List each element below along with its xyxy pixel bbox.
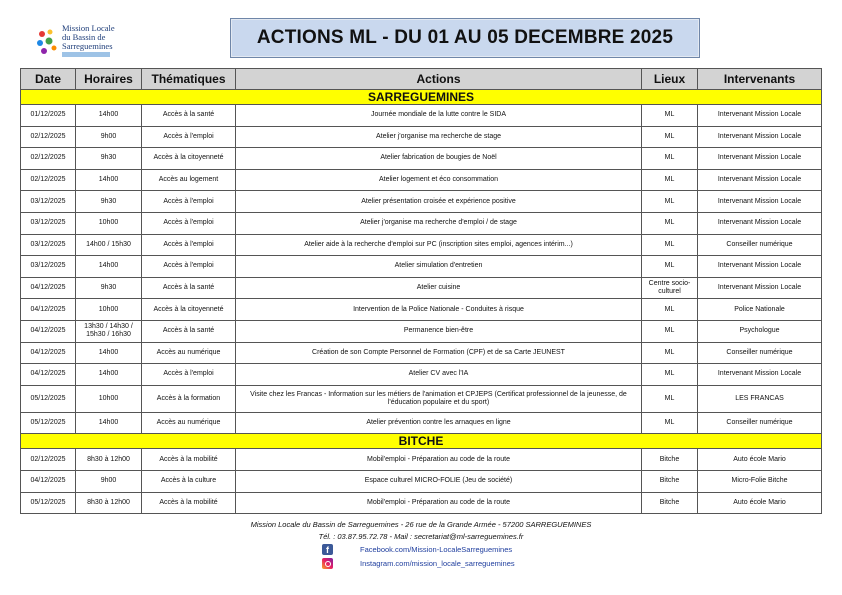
cell-lieu: ML	[642, 105, 698, 127]
cell-date: 05/12/2025	[21, 492, 76, 514]
cell-lieu: ML	[642, 320, 698, 342]
cell-date: 02/12/2025	[21, 126, 76, 148]
cell-horaires: 9h00	[76, 126, 142, 148]
table-row	[21, 256, 822, 278]
logo-tag-bar	[62, 52, 110, 57]
table-row	[21, 492, 822, 514]
cell-date: 04/12/2025	[21, 342, 76, 364]
cell-intervenant: Intervenant Mission Locale	[698, 277, 822, 299]
header-row	[21, 69, 822, 90]
cell-horaires: 9h00	[76, 470, 142, 492]
table-row	[21, 277, 822, 299]
cell-action: Mobil'emploi - Préparation au code de la route	[236, 492, 642, 514]
logo-dots-icon	[36, 28, 60, 58]
cell-intervenant: Intervenant Mission Locale	[698, 148, 822, 170]
cell-horaires: 9h30	[76, 277, 142, 299]
logo-text	[62, 24, 132, 57]
cell-thematique: Accès à la santé	[142, 320, 236, 342]
table-row	[21, 320, 822, 342]
table-row	[21, 470, 822, 492]
cell-action: Visite chez les Francas - Information sur les métiers de l'animation et CPJEPS (Certificat professionnel de la jeunesse, de l'éducation populaire et du sport)	[236, 385, 642, 412]
cell-intervenant: Conseiller numérique	[698, 342, 822, 364]
cell-intervenant: Intervenant Mission Locale	[698, 212, 822, 234]
cell-thematique: Accès à l'emploi	[142, 256, 236, 278]
cell-lieu: ML	[642, 412, 698, 434]
cell-action: Espace culturel MICRO-FOLIE (Jeu de société)	[236, 470, 642, 492]
section-row-sarreguemines	[21, 90, 822, 105]
header-intervenants: Intervenants	[698, 69, 822, 90]
cell-thematique: Accès à la formation	[142, 385, 236, 412]
table-row	[21, 385, 822, 412]
header-actions: Actions	[236, 69, 642, 90]
section-title-bitche: BITCHE	[21, 434, 822, 449]
table-row	[21, 364, 822, 386]
cell-action: Atelier j'organise ma recherche d'emploi / de stage	[236, 212, 642, 234]
cell-date: 03/12/2025	[21, 212, 76, 234]
cell-intervenant: Intervenant Mission Locale	[698, 191, 822, 213]
cell-date: 02/12/2025	[21, 148, 76, 170]
cell-lieu: ML	[642, 299, 698, 321]
cell-lieu: ML	[642, 212, 698, 234]
instagram-icon	[322, 558, 333, 569]
cell-lieu: ML	[642, 126, 698, 148]
cell-lieu: ML	[642, 342, 698, 364]
table-row	[21, 148, 822, 170]
cell-date: 03/12/2025	[21, 191, 76, 213]
table-row	[21, 449, 822, 471]
table-row	[21, 169, 822, 191]
cell-thematique: Accès au logement	[142, 169, 236, 191]
cell-thematique: Accès au numérique	[142, 412, 236, 434]
cell-thematique: Accès à l'emploi	[142, 191, 236, 213]
cell-intervenant: Conseiller numérique	[698, 412, 822, 434]
cell-date: 04/12/2025	[21, 470, 76, 492]
table-row	[21, 212, 822, 234]
cell-thematique: Accès à la santé	[142, 277, 236, 299]
header-lieux: Lieux	[642, 69, 698, 90]
cell-horaires: 8h30 à 12h00	[76, 449, 142, 471]
facebook-icon: f	[322, 544, 333, 555]
instagram-link[interactable]: Instagram.com/mission_locale_sarreguemines	[360, 559, 515, 568]
cell-action: Intervention de la Police Nationale - Conduites à risque	[236, 299, 642, 321]
cell-action: Journée mondiale de la lutte contre le SIDA	[236, 105, 642, 127]
title-box	[230, 18, 700, 58]
cell-thematique: Accès à l'emploi	[142, 234, 236, 256]
table-row	[21, 126, 822, 148]
footer-address: Mission Locale du Bassin de Sarreguemines - 26 rue de la Grande Armée - 57200 SARREGUEMINES	[250, 520, 592, 529]
cell-date: 01/12/2025	[21, 105, 76, 127]
cell-action: Atelier présentation croisée et expérience positive	[236, 191, 642, 213]
cell-action: Atelier aide à la recherche d'emploi sur PC (inscription sites emploi, agences intérim...)	[236, 234, 642, 256]
header-thematiques: Thématiques	[142, 69, 236, 90]
cell-horaires: 14h00	[76, 256, 142, 278]
cell-thematique: Accès à la mobilité	[142, 492, 236, 514]
cell-date: 03/12/2025	[21, 234, 76, 256]
cell-horaires: 9h30	[76, 148, 142, 170]
cell-thematique: Accès à l'emploi	[142, 212, 236, 234]
section-row-bitche	[21, 434, 822, 449]
cell-horaires: 13h30 / 14h30 / 15h30 / 16h30	[76, 320, 142, 342]
cell-horaires: 14h00	[76, 412, 142, 434]
cell-date: 03/12/2025	[21, 256, 76, 278]
cell-lieu: ML	[642, 385, 698, 412]
cell-horaires: 14h00 / 15h30	[76, 234, 142, 256]
cell-lieu: Bitche	[642, 470, 698, 492]
cell-action: Atelier simulation d'entretien	[236, 256, 642, 278]
cell-intervenant: Auto école Mario	[698, 449, 822, 471]
cell-horaires: 14h00	[76, 169, 142, 191]
cell-horaires: 10h00	[76, 385, 142, 412]
cell-intervenant: Conseiller numérique	[698, 234, 822, 256]
cell-lieu: ML	[642, 148, 698, 170]
table-row	[21, 342, 822, 364]
page-title: ACTIONS ML - DU 01 AU 05 DECEMBRE 2025	[256, 27, 674, 48]
cell-intervenant: Intervenant Mission Locale	[698, 105, 822, 127]
cell-action: Atelier CV avec l'IA	[236, 364, 642, 386]
table-row	[21, 105, 822, 127]
logo-line-3: Sarreguemines	[62, 41, 113, 51]
cell-thematique: Accès à la santé	[142, 105, 236, 127]
table-row	[21, 299, 822, 321]
cell-date: 04/12/2025	[21, 299, 76, 321]
facebook-link[interactable]: Facebook.com/Mission-LocaleSarreguemines	[360, 545, 513, 554]
footer-contact: Tél. : 03.87.95.72.78 - Mail : secretariat@ml-sarreguemines.fr	[318, 532, 524, 541]
cell-intervenant: Intervenant Mission Locale	[698, 169, 822, 191]
mission-locale-logo	[36, 24, 126, 64]
cell-horaires: 14h00	[76, 105, 142, 127]
cell-action: Création de son Compte Personnel de Formation (CPF) et de sa Carte JEUNEST	[236, 342, 642, 364]
cell-horaires: 10h00	[76, 212, 142, 234]
cell-action: Mobil'emploi - Préparation au code de la route	[236, 449, 642, 471]
cell-intervenant: Intervenant Mission Locale	[698, 256, 822, 278]
cell-lieu: Bitche	[642, 449, 698, 471]
cell-date: 02/12/2025	[21, 169, 76, 191]
header-horaires: Horaires	[76, 69, 142, 90]
cell-intervenant: Micro-Folie Bitche	[698, 470, 822, 492]
cell-lieu: ML	[642, 256, 698, 278]
cell-intervenant: Intervenant Mission Locale	[698, 364, 822, 386]
cell-lieu: ML	[642, 169, 698, 191]
cell-date: 04/12/2025	[21, 277, 76, 299]
logo-line-2: du Bassin de	[62, 32, 106, 42]
cell-lieu: Centre socio-culturel	[642, 277, 698, 299]
cell-horaires: 8h30 à 12h00	[76, 492, 142, 514]
cell-intervenant: Police Nationale	[698, 299, 822, 321]
header-date: Date	[21, 69, 76, 90]
cell-action: Atelier j'organise ma recherche de stage	[236, 126, 642, 148]
table-row	[21, 191, 822, 213]
cell-horaires: 14h00	[76, 342, 142, 364]
table-row	[21, 412, 822, 434]
cell-thematique: Accès à la mobilité	[142, 449, 236, 471]
cell-thematique: Accès au numérique	[142, 342, 236, 364]
cell-date: 02/12/2025	[21, 449, 76, 471]
cell-thematique: Accès à la culture	[142, 470, 236, 492]
table-row	[21, 234, 822, 256]
cell-lieu: ML	[642, 191, 698, 213]
cell-horaires: 10h00	[76, 299, 142, 321]
cell-lieu: ML	[642, 234, 698, 256]
cell-intervenant: Intervenant Mission Locale	[698, 126, 822, 148]
cell-action: Atelier logement et éco consommation	[236, 169, 642, 191]
cell-action: Atelier prévention contre les arnaques en ligne	[236, 412, 642, 434]
cell-date: 05/12/2025	[21, 412, 76, 434]
cell-horaires: 9h30	[76, 191, 142, 213]
cell-thematique: Accès à l'emploi	[142, 364, 236, 386]
cell-action: Atelier fabrication de bougies de Noël	[236, 148, 642, 170]
logo-line-1: Mission Locale	[62, 23, 115, 33]
cell-intervenant: Psychologue	[698, 320, 822, 342]
cell-date: 04/12/2025	[21, 364, 76, 386]
cell-thematique: Accès à la citoyenneté	[142, 148, 236, 170]
cell-intervenant: LES FRANCAS	[698, 385, 822, 412]
cell-horaires: 14h00	[76, 364, 142, 386]
cell-action: Atelier cuisine	[236, 277, 642, 299]
schedule-table	[20, 68, 822, 514]
cell-lieu: ML	[642, 364, 698, 386]
cell-thematique: Accès à l'emploi	[142, 126, 236, 148]
cell-action: Permanence bien-être	[236, 320, 642, 342]
cell-date: 05/12/2025	[21, 385, 76, 412]
section-title-sarreguemines: SARREGUEMINES	[21, 90, 822, 105]
cell-intervenant: Auto école Mario	[698, 492, 822, 514]
cell-thematique: Accès à la citoyenneté	[142, 299, 236, 321]
cell-lieu: Bitche	[642, 492, 698, 514]
cell-date: 04/12/2025	[21, 320, 76, 342]
